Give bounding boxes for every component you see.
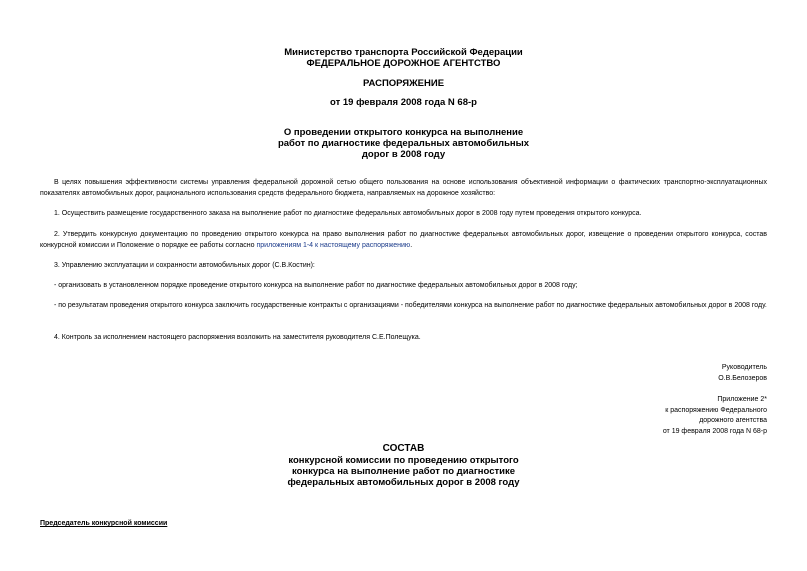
composition-subtitle <box>0 455 807 488</box>
composition-heading: СОСТАВ <box>382 443 425 454</box>
appendix-number: Приложение 2* <box>717 396 767 403</box>
paragraph-3: 3. Управлению эксплуатации и сохранности автомобильных дорог (С.В.Костин): <box>54 262 315 269</box>
signatory-title: Руководитель <box>721 364 767 371</box>
chairman-label: Председатель конкурсной комиссии <box>40 520 168 527</box>
title-line: работ по диагностике федеральных автомобильных <box>277 138 530 149</box>
ministry-name: Министерство транспорта Российской Федерации <box>284 47 523 58</box>
paragraph-3-item-1: - организовать в установленном порядке проведение открытого конкурса на выполнение работ по диагностике федеральных автомобильных дорог в 2008 году; <box>54 282 578 289</box>
signature-block <box>718 363 767 384</box>
signatory-name: О.В.Белозеров <box>718 374 767 382</box>
paragraph-3-item-2: - по результатам проведения открытого конкурса заключить государственные контракты с организациями - победителями конкурса на выполнение работ по диагностике федеральных автомобильных дорог в 2008 году. <box>54 302 767 309</box>
intro-paragraph: В целях повышения эффективности системы управления федеральной дорожной сетью общего пользования на основе использования объективной информации о фактических транспортно-эксплуатационных показателях автомобильных дорог, рационального использования средств федерального бюджета, направляемых на дорожное хозяйство: <box>40 179 767 197</box>
paragraph-4: 4. Контроль за исполнением настоящего распоряжения возложить на заместителя руководителя С.Е.Полещука. <box>54 334 421 341</box>
composition-line: конкурсной комиссии по проведению открытого <box>288 455 519 466</box>
agency-name: ФЕДЕРАЛЬНОЕ ДОРОЖНОЕ АГЕНТСТВО <box>306 58 501 69</box>
composition-line: конкурса на выполнение работ по диагностике <box>291 466 516 477</box>
paragraph-1: 1. Осуществить размещение государственного заказа на выполнение работ по диагностике федеральных автомобильных дорог в 2008 году путем проведения открытого конкурса. <box>54 210 642 217</box>
document-title <box>0 127 807 160</box>
appendix-header <box>663 395 767 437</box>
paragraph-2-end: . <box>410 242 413 249</box>
appendix-ref-2: дорожного агентства <box>699 417 767 424</box>
document-date: от 19 февраля 2008 года N 68-р <box>330 97 477 108</box>
document-type: РАСПОРЯЖЕНИЕ <box>362 78 445 89</box>
appendix-ref-1: к распоряжению Федерального <box>665 406 767 414</box>
appendix-link[interactable]: приложениям 1-4 к настоящему распоряжению <box>256 242 411 249</box>
title-line: О проведении открытого конкурса на выполнение <box>283 127 524 138</box>
composition-line: федеральных автомобильных дорог в 2008 году <box>287 477 520 488</box>
paragraph-2-text: 2. Утвердить конкурсную документацию по проведению открытого конкурса на право выполнения работ по диагностике федеральных автомобильных дорог, извещение о проведении открытого конкурса, состав конкурсной комиссии и Положение о порядке ее работы согласно <box>40 231 767 249</box>
title-line: дорог в 2008 году <box>361 149 446 160</box>
paragraph-2 <box>40 229 767 251</box>
appendix-ref-3: от 19 февраля 2008 года N 68-р <box>662 427 767 435</box>
